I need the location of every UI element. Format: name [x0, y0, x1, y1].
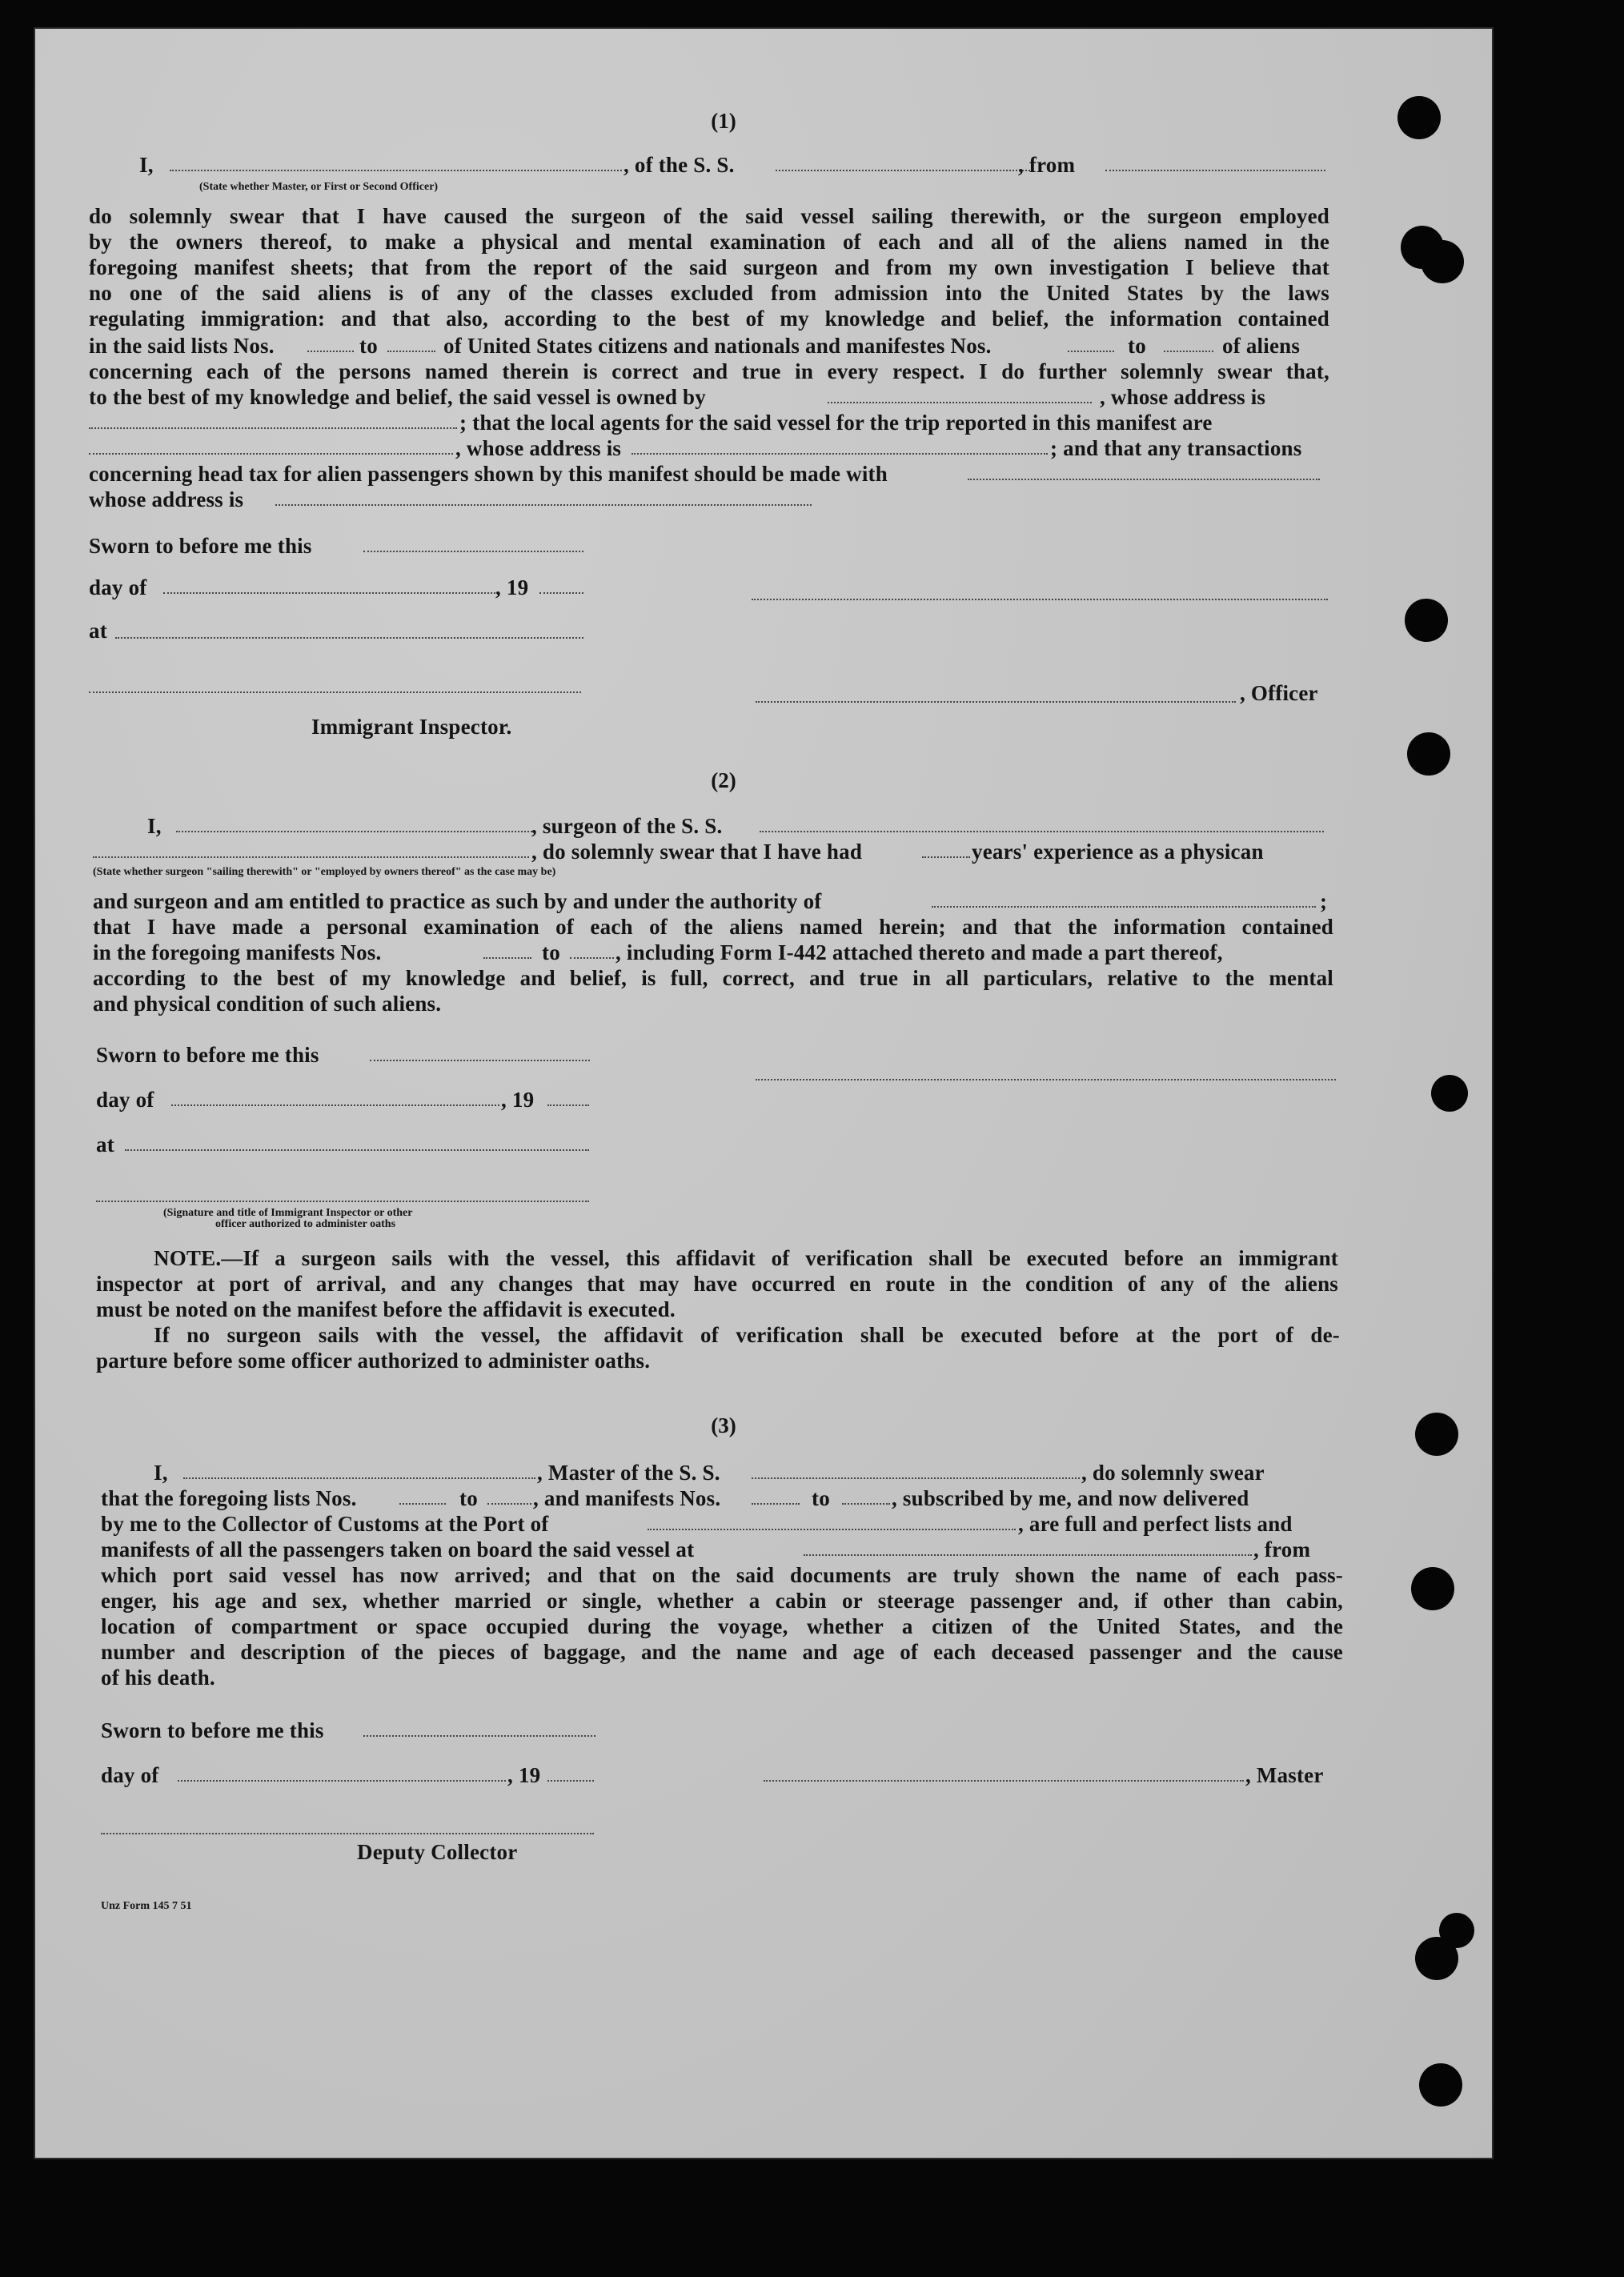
- s2-body-line: and physical condition of such aliens.: [93, 992, 442, 1016]
- s1-at-label: at: [89, 619, 107, 643]
- s2-experience-label: years' experience as a physican: [972, 840, 1264, 864]
- s3-manifests-to-field[interactable]: [842, 1503, 890, 1505]
- s2-body-line: that I have made a personal examination of each of the aliens named herein; and that the information contained: [93, 915, 1333, 939]
- s2-body-line: according to the best of my knowledge and belief, is full, correct, and true in all particulars, relative to the mental: [93, 966, 1333, 990]
- s1-headtax-label: concerning head tax for alien passengers shown by this manifest should be made with: [89, 462, 888, 486]
- s3-swear-label: , do solemnly swear: [1081, 1461, 1265, 1485]
- s1-aliens-label: of aliens: [1222, 334, 1301, 358]
- s1-i-label: I,: [139, 153, 154, 177]
- s1-body-line: by the owners thereof, to make a physical and mental examination of each and all of the aliens named in the: [89, 230, 1329, 254]
- s1-agents-label: ; that the local agents for the said vessel for the trip reported in this manifest are: [459, 411, 1213, 435]
- s3-port-label: by me to the Collector of Customs at the Port of: [101, 1512, 549, 1536]
- s2-manifests-label: in the foregoing manifests Nos.: [93, 940, 382, 964]
- s3-master-title: , Master: [1245, 1763, 1324, 1787]
- s3-port-field[interactable]: [648, 1529, 1016, 1530]
- s1-body-line: regulating immigration: and that also, according to the best of my knowledge and belief, the information contained: [89, 307, 1329, 331]
- s1-vessel-name-field[interactable]: [776, 170, 1030, 171]
- s1-agents-address-field[interactable]: [632, 453, 1048, 455]
- punch-hole: [1431, 1075, 1468, 1112]
- s3-year-field[interactable]: [547, 1780, 594, 1782]
- s2-day-field[interactable]: [171, 1104, 499, 1106]
- s1-inspector-label: Immigrant Inspector.: [311, 715, 512, 739]
- s1-whose-address-label: whose address is: [89, 487, 244, 511]
- s1-year-label: , 19: [495, 575, 529, 599]
- s1-headtax-field[interactable]: [968, 479, 1320, 480]
- s1-signature-line[interactable]: [752, 599, 1328, 600]
- s3-lists-perfect-label: , are full and perfect lists and: [1018, 1512, 1293, 1536]
- s1-to-label: to: [359, 334, 378, 358]
- s1-headtax-address-field[interactable]: [275, 504, 812, 506]
- s3-master-label: , Master of the S. S.: [537, 1461, 720, 1485]
- s3-from-label: , from: [1253, 1537, 1311, 1561]
- punch-hole: [1397, 96, 1441, 139]
- s3-i-label: I,: [154, 1461, 168, 1485]
- s2-day-of-label: day of: [96, 1088, 154, 1112]
- s3-manifests-label: , and manifests Nos.: [533, 1486, 721, 1510]
- s1-day-field[interactable]: [163, 592, 495, 594]
- section-1-number: (1): [711, 109, 736, 133]
- s3-day-field[interactable]: [178, 1780, 506, 1782]
- s3-body-line: of his death.: [101, 1666, 215, 1690]
- s3-collector-signature-line[interactable]: [101, 1833, 594, 1834]
- s3-body-line: number and description of the pieces of baggage, and the name and age of each deceased passenger and the cause: [101, 1640, 1343, 1664]
- s2-inspector-signature-line[interactable]: [96, 1201, 589, 1202]
- s3-manifests-from-field[interactable]: [752, 1503, 800, 1505]
- s3-onboard-port-field[interactable]: [804, 1554, 1252, 1556]
- s1-body: [89, 203, 1329, 331]
- s1-owner-address-label: , whose address is: [1100, 385, 1266, 409]
- s1-body-line: do solemnly swear that I have caused the surgeon of the said vessel sailing therewith, or the surgeon employed: [89, 204, 1329, 228]
- s3-lists-to-field[interactable]: [487, 1503, 531, 1505]
- punch-hole: [1419, 2063, 1462, 2107]
- s2-surgeon-name-field[interactable]: [176, 831, 532, 832]
- s1-agents-address-label: , whose address is: [455, 436, 622, 460]
- s3-day-of-label: day of: [101, 1763, 159, 1787]
- s3-deputy-collector-label: Deputy Collector: [357, 1840, 518, 1864]
- s1-owner-address-field[interactable]: [89, 427, 457, 429]
- s3-to-label: to: [459, 1486, 478, 1510]
- s1-officer-signature-line[interactable]: [756, 701, 1236, 703]
- s3-body-line: location of compartment or space occupied during the voyage, whether a citizen of the United States, and the: [101, 1614, 1343, 1638]
- punch-hole: [1405, 599, 1448, 642]
- s3-to-label-2: to: [812, 1486, 830, 1510]
- s2-authority-field[interactable]: [932, 906, 1316, 908]
- s1-from-label: , from: [1018, 153, 1076, 177]
- s1-lists-label: in the said lists Nos.: [89, 334, 275, 358]
- s1-year-field[interactable]: [539, 592, 583, 594]
- s2-note-line: NOTE.—If a surgeon sails with the vessel, this affidavit of verification shall be executed before an immigrant: [154, 1246, 1338, 1270]
- s1-sworn-label: Sworn to before me this: [89, 534, 312, 558]
- s2-signature-note: (Signature and title of Immigrant Inspector or other: [163, 1207, 413, 1219]
- s2-swear-label: , do solemnly swear that I have had: [531, 840, 863, 864]
- s2-sworn-label: Sworn to before me this: [96, 1043, 319, 1067]
- s2-to-label: to: [542, 940, 560, 964]
- s3-body-line: enger, his age and sex, whether married or single, whether a cabin or steerage passenger and, if other than cabin,: [101, 1589, 1343, 1613]
- s3-body-line: which port said vessel has now arrived; and that on the said documents are truly shown the name of each pass-: [101, 1563, 1343, 1587]
- s3-sworn-field[interactable]: [363, 1735, 595, 1737]
- s2-years-field[interactable]: [922, 856, 970, 858]
- s1-lists-to-field[interactable]: [387, 351, 435, 352]
- s1-officer-label: , Officer: [1240, 681, 1318, 705]
- s3-delivered-label: , subscribed by me, and now delivered: [892, 1486, 1249, 1510]
- section-2-number: (2): [711, 768, 736, 792]
- s3-year-label: , 19: [507, 1763, 541, 1787]
- s2-surgeon-note: (State whether surgeon "sailing therewith" or "employed by owners thereof" as the case may be): [93, 866, 556, 878]
- s2-sworn-field[interactable]: [370, 1060, 590, 1061]
- s1-officer-note: (State whether Master, or First or Second Officer): [199, 181, 439, 193]
- s2-vessel-field[interactable]: [760, 831, 1324, 832]
- s1-agents-field[interactable]: [89, 453, 453, 455]
- s3-sworn-label: Sworn to before me this: [101, 1718, 324, 1742]
- s1-manifests-label: of United States citizens and nationals and manifestes Nos.: [443, 334, 992, 358]
- s2-semicolon: ;: [1320, 889, 1328, 913]
- punch-hole: [1439, 1913, 1474, 1948]
- s2-note-line: must be noted on the manifest before the affidavit is executed.: [96, 1297, 676, 1321]
- punch-hole: [1415, 1413, 1458, 1456]
- s1-from-field[interactable]: [1105, 170, 1325, 171]
- s1-concerning-line: concerning each of the persons named therein is correct and true in every respect. I do further solemnly swear that,: [89, 359, 1329, 383]
- s1-body-line: foregoing manifest sheets; that from the report of the said surgeon and from my own investigation I believe that: [89, 255, 1329, 279]
- section-3-number: (3): [711, 1413, 736, 1437]
- punch-hole: [1411, 1567, 1454, 1610]
- s2-manifests-to-field[interactable]: [570, 957, 614, 959]
- s1-transactions-label: ; and that any transactions: [1050, 436, 1302, 460]
- s3-master-name-field[interactable]: [183, 1477, 535, 1479]
- s2-surgeon-label: , surgeon of the S. S.: [531, 814, 723, 838]
- s2-manifests-from-field[interactable]: [483, 957, 531, 959]
- s1-manifests-to-field[interactable]: [1164, 351, 1213, 352]
- s3-onboard-label: manifests of all the passengers taken on board the said vessel at: [101, 1537, 695, 1561]
- punch-hole: [1421, 240, 1464, 283]
- s1-officer-name-field[interactable]: [170, 170, 622, 171]
- s3-lists-label: that the foregoing lists Nos.: [101, 1486, 357, 1510]
- s1-sworn-field[interactable]: [363, 551, 583, 552]
- s2-note-line: If no surgeon sails with the vessel, the affidavit of verification shall be executed before at the port of de-: [154, 1323, 1340, 1347]
- s2-form-label: , including Form I-442 attached thereto and made a part thereof,: [616, 940, 1223, 964]
- s3-master-signature-line[interactable]: [764, 1780, 1244, 1782]
- s1-lists-from-field[interactable]: [307, 351, 354, 352]
- s2-signature-line[interactable]: [756, 1079, 1336, 1080]
- s2-at-label: at: [96, 1132, 114, 1157]
- s2-year-field[interactable]: [547, 1104, 589, 1106]
- s2-year-label: , 19: [501, 1088, 535, 1112]
- s2-note-line: parture before some officer authorized to administer oaths.: [96, 1349, 651, 1373]
- s3-vessel-field[interactable]: [752, 1477, 1080, 1479]
- s1-of-ss-label: , of the S. S.: [624, 153, 735, 177]
- s1-inspector-signature-line[interactable]: [89, 692, 581, 693]
- s2-i-label: I,: [147, 814, 162, 838]
- s1-body-line: no one of the said aliens is of any of the classes excluded from admission into the United States by the laws: [89, 281, 1329, 305]
- s3-lists-from-field[interactable]: [399, 1503, 446, 1505]
- s1-at-field[interactable]: [115, 637, 583, 639]
- punch-hole: [1407, 732, 1450, 776]
- s2-at-field[interactable]: [125, 1149, 589, 1151]
- form-number: Unz Form 145 7 51: [101, 1900, 192, 1912]
- s1-day-of-label: day of: [89, 575, 147, 599]
- s1-to-label-2: to: [1128, 334, 1146, 358]
- s2-signature-note: officer authorized to administer oaths: [215, 1218, 396, 1230]
- s2-authority-label: and surgeon and am entitled to practice as such by and under the authority of: [93, 889, 822, 913]
- s2-sailing-field[interactable]: [93, 856, 529, 858]
- s2-note-line: inspector at port of arrival, and any changes that may have occurred en route in the condition of any of the aliens: [96, 1272, 1338, 1296]
- form-page: [35, 29, 1492, 2158]
- s1-manifests-from-field[interactable]: [1068, 351, 1114, 352]
- s1-owner-field[interactable]: [828, 402, 1092, 403]
- s1-owned-label: to the best of my knowledge and belief, the said vessel is owned by: [89, 385, 706, 409]
